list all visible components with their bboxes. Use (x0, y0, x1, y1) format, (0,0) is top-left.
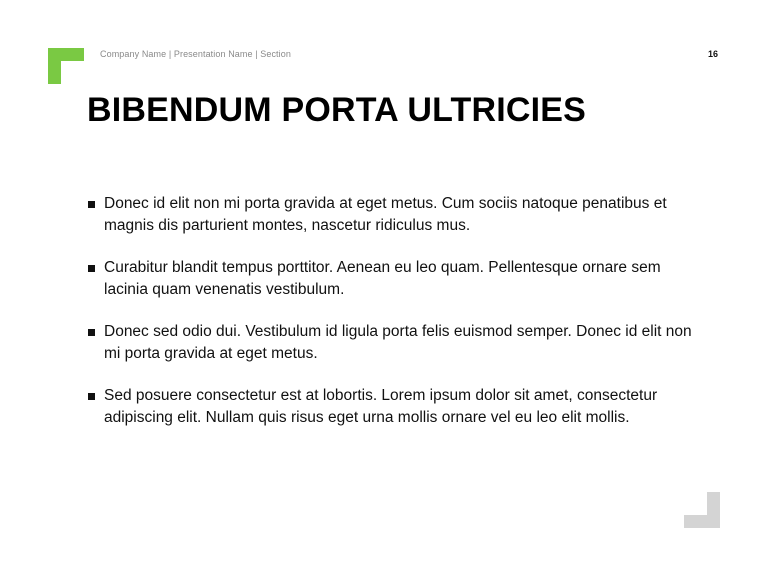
slide-title: BIBENDUM PORTA ULTRICIES (87, 91, 587, 129)
gray-corner-bar-vertical (707, 492, 720, 528)
bullet-item (88, 385, 698, 429)
square-bullet-icon (88, 393, 95, 400)
square-bullet-icon (88, 329, 95, 336)
bullet-item (88, 193, 698, 237)
gray-corner-mark (684, 492, 720, 528)
bullet-item (88, 257, 698, 301)
accent-corner-bar-vertical (48, 48, 61, 84)
bullet-text: Sed posuere consectetur est at lobortis. Lorem ipsum dolor sit amet, consectetur adipiscing elit. Nullam quis risus eget urna mollis ornare vel eu leo elit mollis. (104, 387, 658, 426)
square-bullet-icon (88, 265, 95, 272)
header-breadcrumb: Company Name | Presentation Name | Section (100, 49, 291, 59)
bullet-list (88, 193, 698, 449)
bullet-text: Curabitur blandit tempus porttitor. Aenean eu leo quam. Pellentesque ornare sem lacinia quam venenatis vestibulum. (104, 259, 661, 298)
accent-corner-mark (48, 48, 84, 84)
square-bullet-icon (88, 201, 95, 208)
page-number: 16 (707, 49, 718, 59)
bullet-item (88, 321, 698, 365)
bullet-text: Donec id elit non mi porta gravida at eget metus. Cum sociis natoque penatibus et magnis dis parturient montes, nascetur ridiculus mus. (104, 195, 667, 234)
bullet-text: Donec sed odio dui. Vestibulum id ligula porta felis euismod semper. Donec id elit non mi porta gravida at eget metus. (104, 323, 692, 362)
